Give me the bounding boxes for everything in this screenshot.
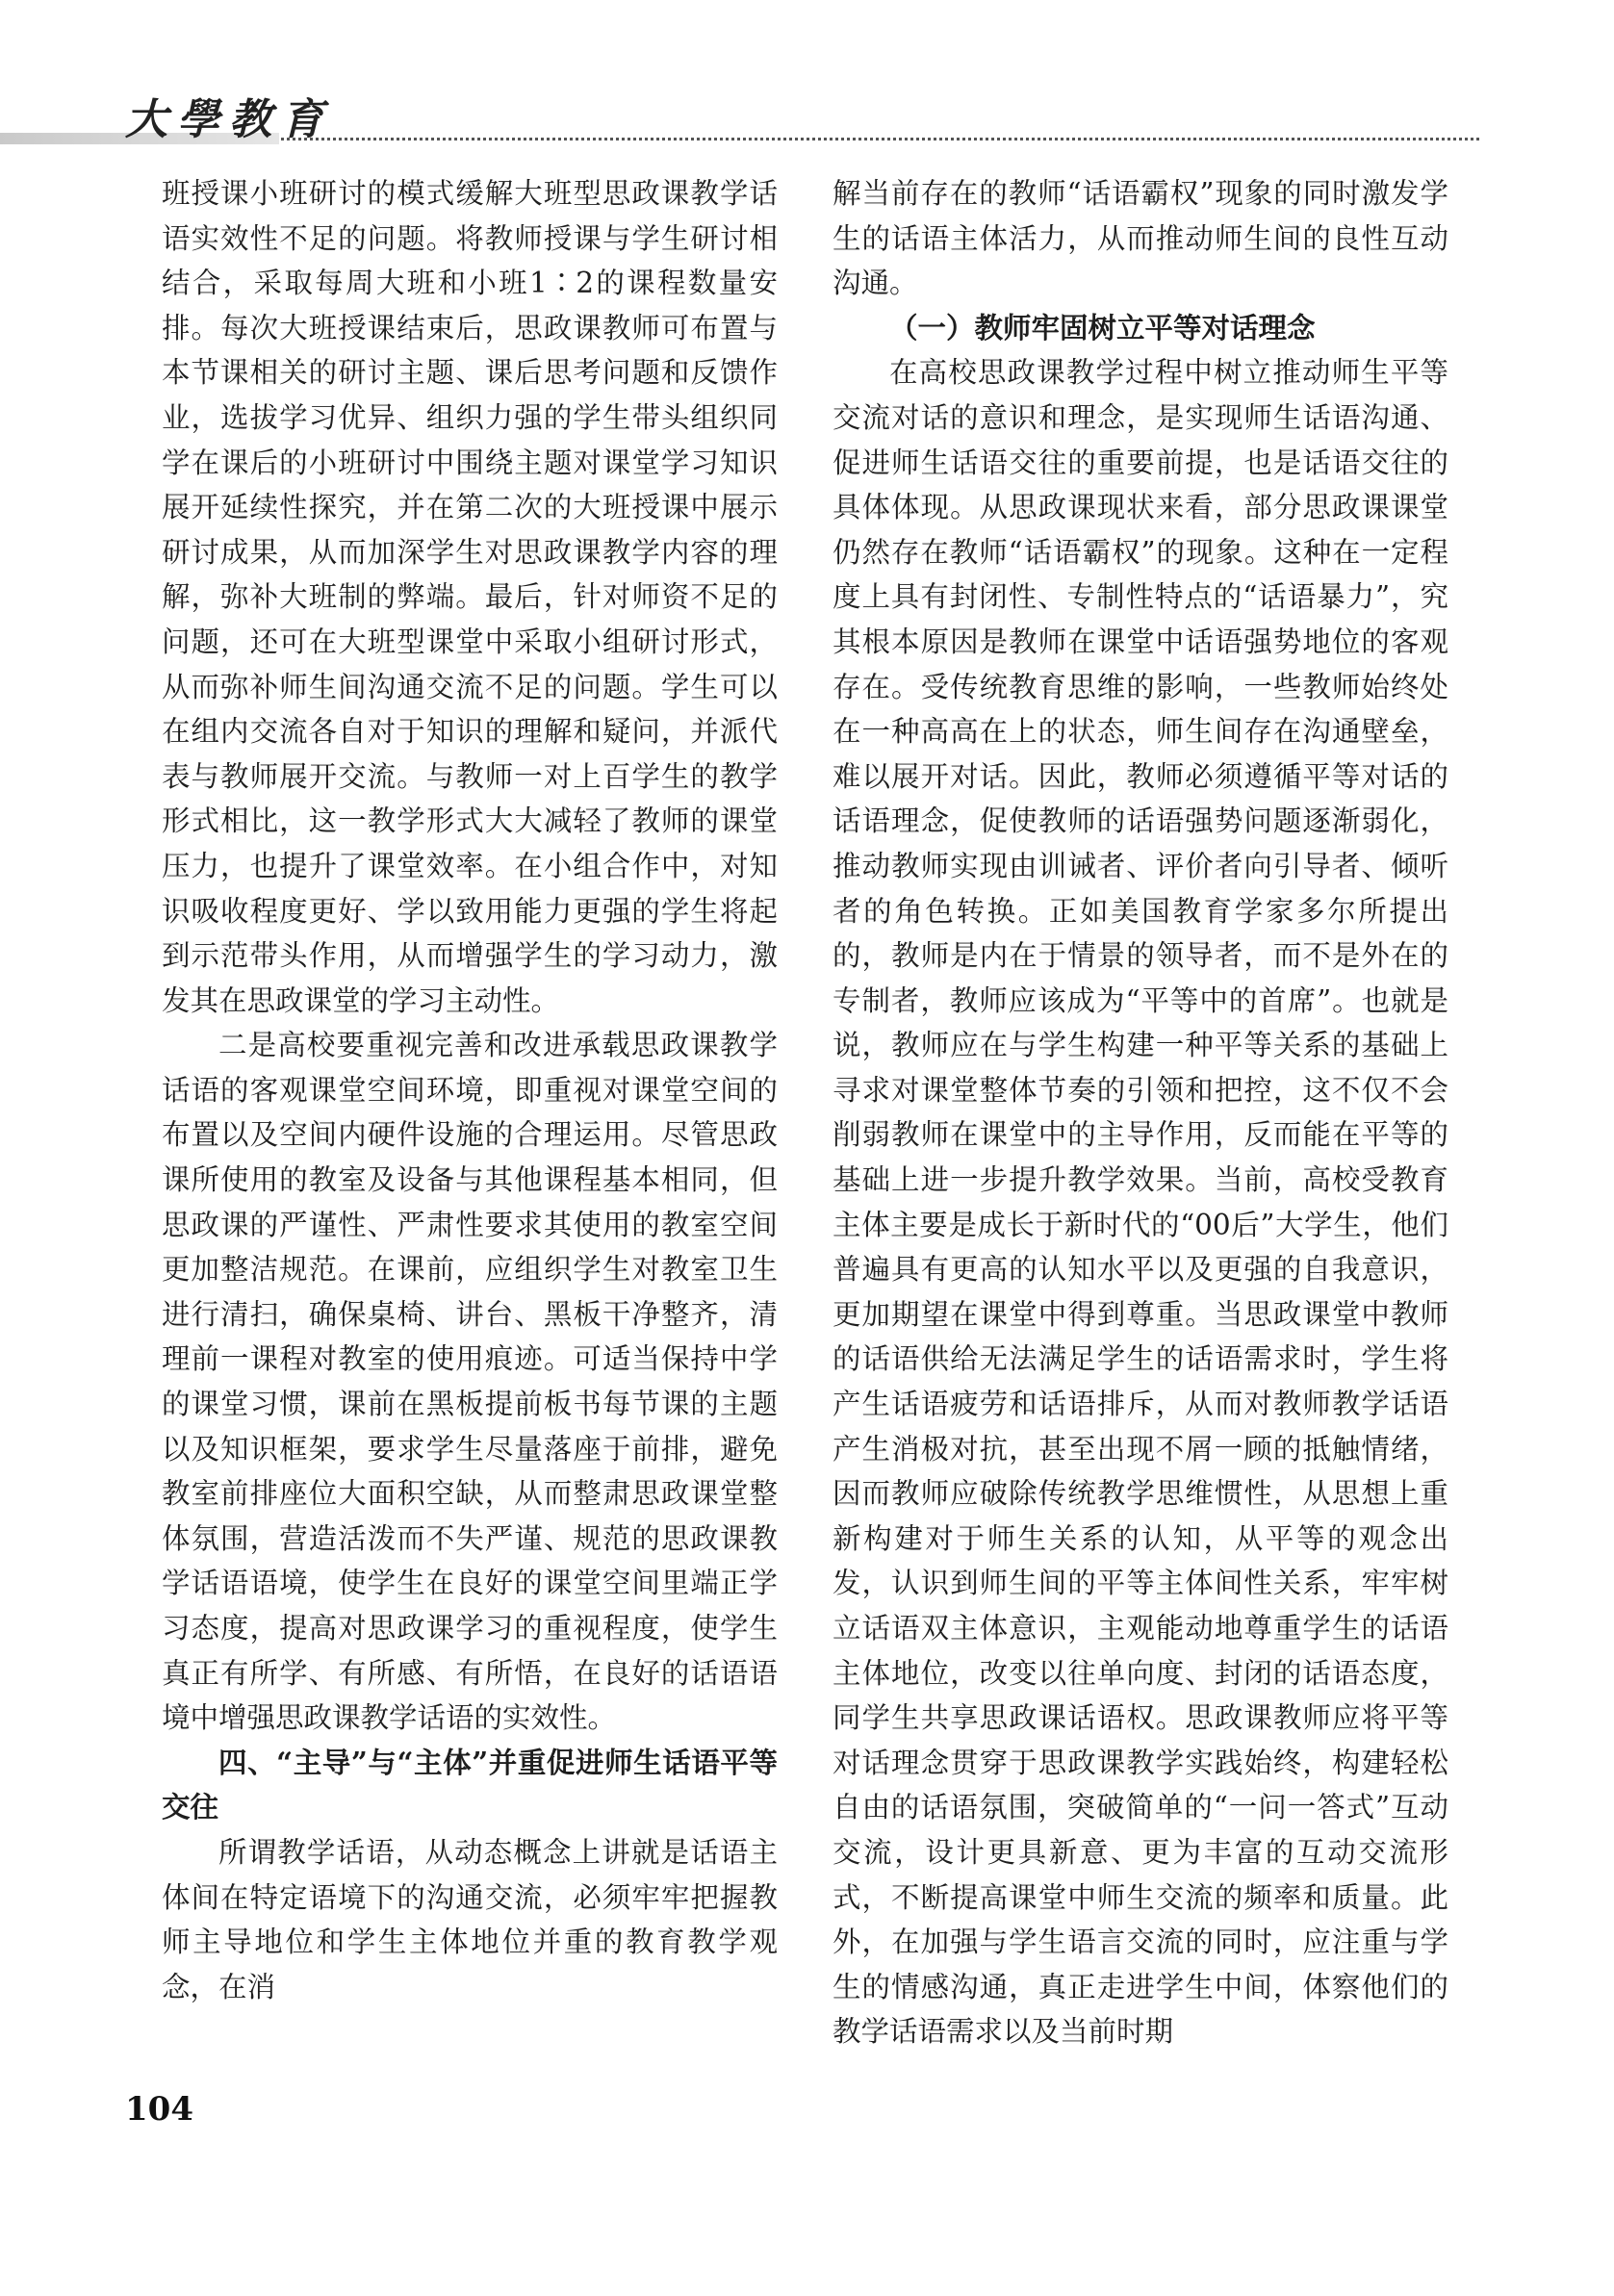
- left-paragraph-1: 班授课小班研讨的模式缓解大班型思政课教学话语实效性不足的问题。将教师授课与学生研讨相结合，采取每周大班和小班1∶2的课程数量安排。每次大班授课结束后，思政课教师可布置与本节课相关的研讨主题、课后思考问题和反馈作业，选拔学习优异、组织力强的学生带头组织同学在课后的小班研讨中围绕主题对课堂学习知识展开延续性探究，并在第二次的大班授课中展示研讨成果，从而加深学生对思政课教学内容的理解，弥补大班制的弊端。最后，针对师资不足的问题，还可在大班型课堂中采取小组研讨形式，从而弥补师生间沟通交流不足的问题。学生可以在组内交流各自对于知识的理解和疑问，并派代表与教师展开交流。与教师一对上百学生的教学形式相比，这一教学形式大大减轻了教师的课堂压力，也提升了课堂效率。在小组合作中，对知识吸收程度更好、学以致用能力更强的学生将起到示范带头作用，从而增强学生的学习动力，激发其在思政课堂的学习主动性。: [162, 177, 778, 1017]
- right-paragraph-1: 解当前存在的教师“话语霸权”现象的同时激发学生的话语主体活力，从而推动师生间的良性互动沟通。: [833, 177, 1448, 300]
- section-heading: 四、“主导”与“主体”并重促进师生话语平等交往: [162, 1745, 778, 1824]
- left-column: [162, 171, 778, 2009]
- journal-title: 大學教育: [125, 95, 333, 144]
- subsection-heading: （一）教师牢固树立平等对话理念: [889, 310, 1316, 344]
- page-number: 104: [125, 2090, 193, 2129]
- right-paragraph-2: 在高校思政课教学过程中树立推动师生平等交流对话的意识和理念，是实现师生话语沟通、促进师生话语交往的重要前提，也是话语交往的具体体现。从思政课现状来看，部分思政课课堂仍然存在教师“话语霸权”的现象。这种在一定程度上具有封闭性、专制性特点的“话语暴力”，究其根本原因是教师在课堂中话语强势地位的客观存在。受传统教育思维的影响，一些教师始终处在一种高高在上的状态，师生间存在沟通壁垒，难以展开对话。因此，教师必须遵循平等对话的话语理念，促使教师的话语强势问题逐渐弱化，推动教师实现由训诫者、评价者向引导者、倾听者的角色转换。正如美国教育学家多尔所提出的，教师是内在于情景的领导者，而不是外在的专制者，教师应该成为“平等中的首席”。也就是说，教师应在与学生构建一种平等关系的基础上寻求对课堂整体节奏的引领和把控，这不仅不会削弱教师在课堂中的主导作用，反而能在平等的基础上进一步提升教学效果。当前，高校受教育主体主要是成长于新时代的“00后”大学生，他们普遍具有更高的认知水平以及更强的自我意识，更加期望在课堂中得到尊重。当思政课堂中教师的话语供给无法满足学生的话语需求时，学生将产生话语疲劳和话语排斥，从而对教师教学话语产生消极对抗，甚至出现不屑一顾的抵触情绪，因而教师应破除传统教学思维惯性，从思想上重新构建对于师生关系的认知，从平等的观念出发，认识到师生间的平等主体间性关系，牢牢树立话语双主体意识，主观能动地尊重学生的话语主体地位，改变以往单向度、封闭的话语态度，同学生共享思政课话语权。思政课教师应将平等对话理念贯穿于思政课教学实践始终，构建轻松自由的话语氛围，突破简单的“一问一答式”互动交流，设计更具新意、更为丰富的互动交流形式，不断提高课堂中师生交流的频率和质量。此外，在加强与学生语言交流的同时，应注重与学生的情感沟通，真正走进学生中间，体察他们的教学话语需求以及当前时期: [833, 356, 1448, 2049]
- header-dotted-rule: [281, 138, 1479, 140]
- left-paragraph-3: 所谓教学话语，从动态概念上讲就是话语主体间在特定语境下的沟通交流，必须牢牢把握教师主导地位和学生主体地位并重的教育教学观念，在消: [162, 1835, 778, 2003]
- left-paragraph-2: 二是高校要重视完善和改进承载思政课教学话语的客观课堂空间环境，即重视对课堂空间的布置以及空间内硬件设施的合理运用。尽管思政课所使用的教室及设备与其他课程基本相同，但思政课的严谨性、严肃性要求其使用的教室空间更加整洁规范。在课前，应组织学生对教室卫生进行清扫，确保桌椅、讲台、黑板干净整齐，清理前一课程对教室的使用痕迹。可适当保持中学的课堂习惯，课前在黑板提前板书每节课的主题以及知识框架，要求学生尽量落座于前排，避免教室前排座位大面积空缺，从而整肃思政课堂整体氛围，营造活泼而不失严谨、规范的思政课教学话语语境，使学生在良好的课堂空间里端正学习态度，提高对思政课学习的重视程度，使学生真正有所学、有所感、有所悟，在良好的话语语境中增强思政课教学话语的实效性。: [162, 1029, 778, 1735]
- right-column: [833, 171, 1448, 2054]
